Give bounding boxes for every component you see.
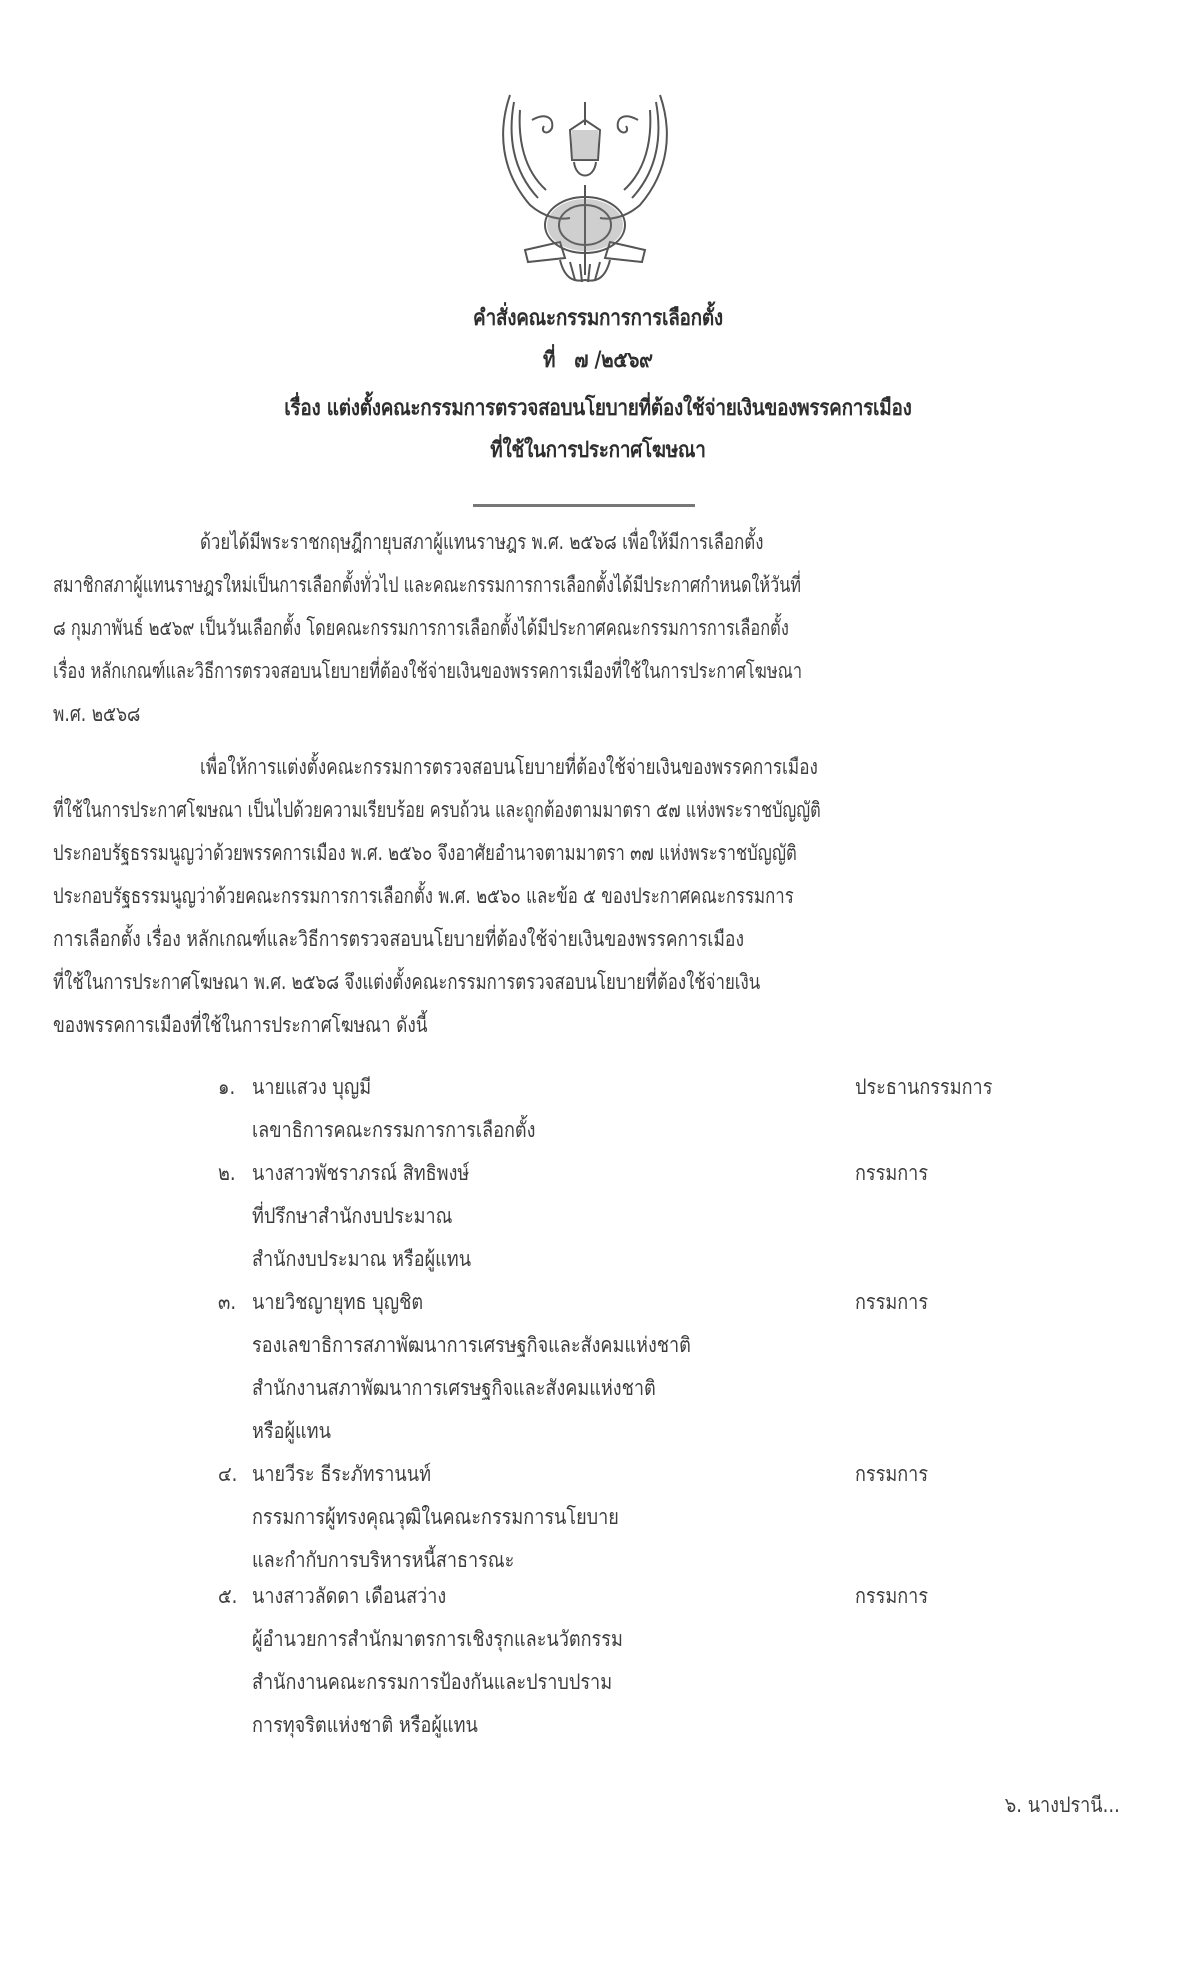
paragraph-line: ประกอบรัฐธรรมนูญว่าด้วยพรรคการเมือง พ.ศ. ๒๕๖๐ จึงอาศัยอำนาจตามมาตรา ๓๗ แห่งพระราชบัญญัติ: [53, 841, 797, 865]
member-name: นายวิชญายุทธ บุญชิต: [252, 1290, 424, 1314]
continuation-marker: ๖. นางปรานี...: [1004, 1793, 1120, 1817]
member-number: ๔.: [218, 1462, 238, 1486]
member-role: กรรมการ: [855, 1290, 929, 1314]
member-detail: สำนักงานคณะกรรมการป้องกันและปราบปราม: [252, 1670, 613, 1694]
paragraph-line: ที่ใช้ในการประกาศโฆษณา เป็นไปด้วยความเรียบร้อย ครบถ้วน และถูกต้องตามมาตรา ๕๗ แห่งพระราชบัญญัติ: [53, 798, 821, 822]
paragraph-line: ๘ กุมภาพันธ์ ๒๕๖๙ เป็นวันเลือกตั้ง โดยคณะกรรมการการเลือกตั้งได้มีประกาศคณะกรรมการการเลือกตั้ง: [53, 616, 789, 640]
member-detail: หรือผู้แทน: [252, 1419, 331, 1443]
member-role: กรรมการ: [855, 1161, 929, 1185]
member-detail: และกำกับการบริหารหนี้สาธารณะ: [252, 1548, 515, 1572]
member-number: ๕.: [218, 1584, 238, 1608]
paragraph-line: ของพรรคการเมืองที่ใช้ในการประกาศโฆษณา ดังนี้: [53, 1013, 428, 1037]
paragraph-line: ด้วยได้มีพระราชกฤษฎีกายุบสภาผู้แทนราษฎร พ.ศ. ๒๕๖๘ เพื่อให้มีการเลือกตั้ง: [200, 530, 764, 554]
member-name: นางสาวลัดดา เดือนสว่าง: [252, 1584, 447, 1608]
member-number: ๒.: [218, 1161, 236, 1185]
order-number: ที่ ๗ /๒๕๖๙: [543, 348, 653, 373]
paragraph-line: พ.ศ. ๒๕๖๘: [53, 702, 141, 726]
member-role: กรรมการ: [855, 1462, 929, 1486]
member-detail: การทุจริตแห่งชาติ หรือผู้แทน: [252, 1713, 478, 1737]
subject-line-2: ที่ใช้ในการประกาศโฆษณา: [490, 438, 706, 463]
member-detail: เลขาธิการคณะกรรมการการเลือกตั้ง: [252, 1118, 536, 1142]
member-name: นางสาวพัชราภรณ์ สิทธิพงษ์: [252, 1161, 470, 1185]
member-detail: ที่ปรึกษาสำนักงบประมาณ: [252, 1204, 453, 1228]
subject-line-1: เรื่อง แต่งตั้งคณะกรรมการตรวจสอบนโยบายที่ต้องใช้จ่ายเงินของพรรคการเมือง: [284, 396, 912, 421]
member-role: กรรมการ: [855, 1584, 929, 1608]
paragraph-line: เรื่อง หลักเกณฑ์และวิธีการตรวจสอบนโยบายที่ต้องใช้จ่ายเงินของพรรคการเมืองที่ใช้ในการประกาศโฆษณา: [53, 659, 803, 683]
member-name: นายวีระ ธีระภัทรานนท์: [252, 1462, 432, 1486]
member-number: ๓.: [218, 1290, 237, 1314]
member-detail: สำนักงานสภาพัฒนาการเศรษฐกิจและสังคมแห่งชาติ: [252, 1376, 656, 1400]
member-number: ๑.: [218, 1075, 236, 1099]
paragraph-line: ประกอบรัฐธรรมนูญว่าด้วยคณะกรรมการการเลือกตั้ง พ.ศ. ๒๕๖๐ และข้อ ๕ ของประกาศคณะกรรมการ: [53, 884, 794, 908]
header-divider: [473, 504, 695, 507]
garuda-emblem-icon: [490, 90, 680, 285]
member-detail: สำนักงบประมาณ หรือผู้แทน: [252, 1247, 472, 1271]
member-detail: ผู้อำนวยการสำนักมาตรการเชิงรุกและนวัตกรรม: [252, 1627, 623, 1651]
paragraph-line: สมาชิกสภาผู้แทนราษฎรใหม่เป็นการเลือกตั้งทั่วไป และคณะกรรมการการเลือกตั้งได้มีประกาศกำหนดให้วันที่: [53, 573, 801, 597]
member-role: ประธานกรรมการ: [855, 1075, 993, 1099]
order-title: คำสั่งคณะกรรมการการเลือกตั้ง: [472, 306, 723, 331]
paragraph-line: ที่ใช้ในการประกาศโฆษณา พ.ศ. ๒๕๖๘ จึงแต่งตั้งคณะกรรมการตรวจสอบนโยบายที่ต้องใช้จ่ายเงิน: [53, 970, 761, 994]
paragraph-line: เพื่อให้การแต่งตั้งคณะกรรมการตรวจสอบนโยบายที่ต้องใช้จ่ายเงินของพรรคการเมือง: [200, 755, 818, 779]
member-detail: รองเลขาธิการสภาพัฒนาการเศรษฐกิจและสังคมแห่งชาติ: [252, 1333, 691, 1357]
member-name: นายแสวง บุญมี: [252, 1075, 372, 1099]
paragraph-line: การเลือกตั้ง เรื่อง หลักเกณฑ์และวิธีการตรวจสอบนโยบายที่ต้องใช้จ่ายเงินของพรรคการเมือง: [53, 927, 745, 951]
member-detail: กรรมการผู้ทรงคุณวุฒิในคณะกรรมการนโยบาย: [252, 1505, 619, 1529]
